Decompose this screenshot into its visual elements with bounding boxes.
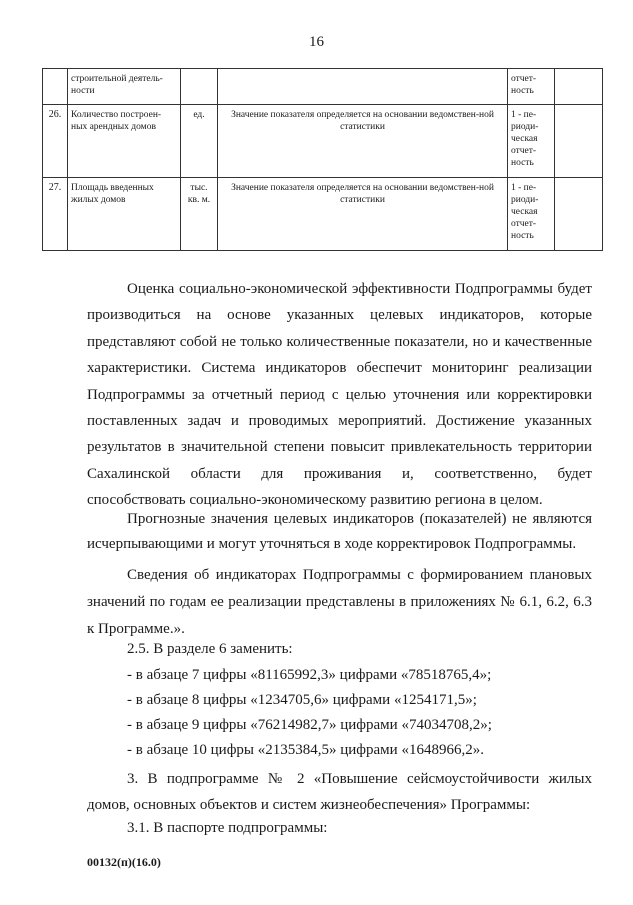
section-2-5: 2.5. В разделе 6 заменить: — [127, 641, 293, 657]
replacement-line: - в абзаце 9 цифры «76214982,7» цифрами «74034708,2»; — [127, 717, 492, 733]
row-number — [43, 69, 68, 105]
document-code: 00132(п)(16.0) — [87, 855, 161, 869]
paragraph-forecast: Прогнозные значения целевых индикаторов (показателей) не являются исчерпывающими и могут уточняться в ходе корректировок Подпрограммы. — [87, 511, 592, 552]
row-number: 27. — [43, 178, 68, 251]
paragraph-indicator-info: Сведения об индикаторах Подпрограммы с формированием плановых значений по годам ее реализации представлены в приложениях № 6.1, 6.2, 6.3 к Программе.». — [87, 567, 592, 637]
indicator-name: Площадь введенных жилых домов — [68, 178, 181, 251]
periodicity-cell: 1 - пе-риоди-ческая отчет-ность — [508, 105, 555, 178]
page-number: 16 — [309, 34, 324, 50]
unit-cell — [181, 69, 218, 105]
table-row — [43, 69, 603, 105]
replacement-line: - в абзаце 8 цифры «1234705,6» цифрами «1254171,5»; — [127, 692, 477, 708]
empty-cell — [555, 178, 603, 251]
source-cell — [218, 69, 508, 105]
unit-cell: тыс. кв. м. — [181, 178, 218, 251]
paragraph-subprogram-3: 3. В подпрограмме № 2 «Повышение сейсмоустойчивости жилых домов, основных объектов и систем жизнеобеспечения» Программы: — [87, 771, 592, 813]
indicators-table — [42, 68, 603, 251]
indicator-name: Количество построен-ных арендных домов — [68, 105, 181, 178]
periodicity-cell: отчет-ность — [508, 69, 555, 105]
paragraph-evaluation: Оценка социально-экономической эффективности Подпрограммы будет производиться на основе указанных целевых индикаторов, которые представляют собой не только количественные показатели, но и качественные характеристики. Система индикаторов обеспечит мониторинг реализации Подпрограммы за отчетный период с целью уточнения или корректировки поставленных задач и проводимых мероприятий. Достижение указанных результатов в значительной степени повысит привлекательность территории Сахалинской области для проживания и, соответственно, будет способствовать социально-экономическому развитию региона в целом. — [87, 281, 592, 509]
section-3-1: 3.1. В паспорте подпрограммы: — [127, 820, 328, 836]
periodicity-cell: 1 - пе-риоди-ческая отчет-ность — [508, 178, 555, 251]
empty-cell — [555, 105, 603, 178]
source-cell: Значение показателя определяется на основании ведомствен-ной статистики — [218, 178, 508, 251]
replacement-line: - в абзаце 7 цифры «81165992,3» цифрами «78518765,4»; — [127, 667, 492, 683]
unit-cell: ед. — [181, 105, 218, 178]
table-row — [43, 178, 603, 251]
indicator-name: строительной деятель-ности — [68, 69, 181, 105]
row-number: 26. — [43, 105, 68, 178]
replacement-line: - в абзаце 10 цифры «2135384,5» цифрами «1648966,2». — [127, 742, 484, 758]
table-row — [43, 105, 603, 178]
empty-cell — [555, 69, 603, 105]
source-cell: Значение показателя определяется на основании ведомствен-ной статистики — [218, 105, 508, 178]
